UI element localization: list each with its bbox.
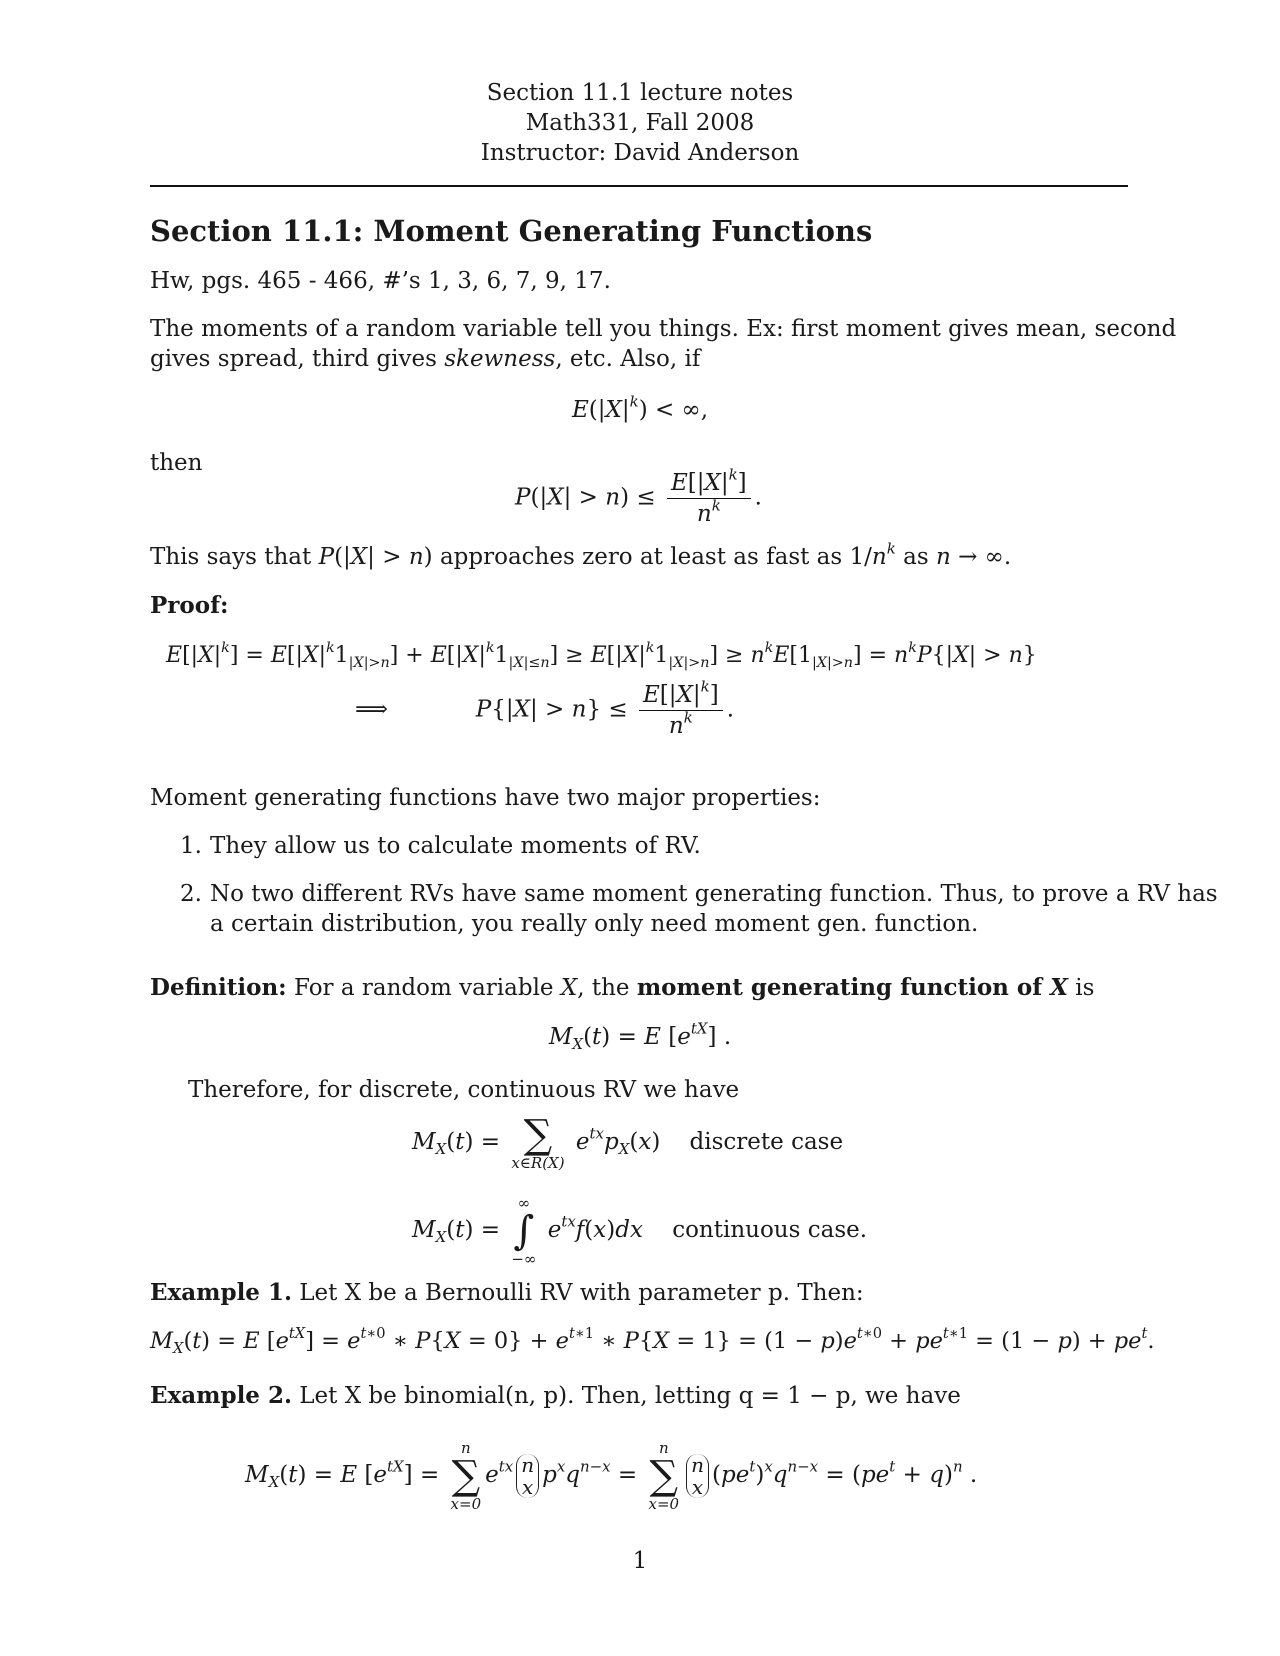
example-2-line: Example 2. Let X be binomial(n, p). Then, letting q = 1 − p, we have (150, 1382, 961, 1409)
proof-equation-line-1: $E[|X|^k] = E[|X|^k1_{|X|>n}] + E[|X|^k1_{|X|\le n}] \ge E[|X|^k1_{|X|>n}] \ge n^kE[1_{|X|>n}] = n^kP\{|X| > n\}$ (166, 640, 1037, 671)
then-word: then (150, 450, 203, 476)
homework-line: Hw, pgs. 465 - 466, #’s 1, 3, 6, 7, 9, 17. (150, 268, 611, 294)
definition-line: Definition: For a random variable X, the moment generating function of X is (150, 974, 1095, 1001)
property-1-text: They allow us to calculate moments of RV. (210, 833, 701, 859)
property-2-number: 2. (180, 881, 202, 907)
continuous-case-label: continuous case. (672, 1217, 868, 1243)
says-line: This says that P(|X| > n) approaches zero at least as fast as $1/n^k$ as n → ∞. (150, 539, 1012, 570)
therefore-line: Therefore, for discrete, continuous RV we have (188, 1077, 740, 1103)
equation-mgf-definition: $M_X(t) = E$ $[e^{tX}]$ . (548, 1019, 732, 1054)
property-1-number: 1. (180, 833, 202, 859)
equation-continuous-case: $M_X(t)$ = ∞ ∫ −∞ $e^{tx}f(x)dx$ continuous case. (412, 1194, 868, 1268)
property-2-text-cont: a certain distribution, you really only need moment gen. function. (210, 911, 979, 937)
proof-equation-line-2: ⟹ P{|X| > n} ≤ $\frac{E[|X|^k]}{n^k}$ . (355, 677, 734, 739)
intro-line-2: gives spread, third gives skewness, etc. Also, if (150, 346, 701, 372)
example-2-equation: $M_X(t) = E$ $[e^{tX}]$ = n ∑ x=0 $e^{tx}$ n x $p^xq^{n-x}$ = n ∑ x=0 n x $(pe^t)^xq^{n-x} = (pe^t + q)^n$ . (245, 1439, 978, 1513)
page-number: 1 (632, 1548, 648, 1574)
intro-line-1: The moments of a random variable tell you things. Ex: first moment gives mean, second (150, 316, 1177, 342)
equation-discrete-case: $M_X(t)$ = ∑ x∈R(X) $e^{tx}p_X(x)$ discrete case (412, 1112, 844, 1172)
discrete-case-label: discrete case (689, 1129, 844, 1155)
equation-finite-moment: $E(|X|^k)$ < ∞, (571, 392, 709, 423)
header-line-1: Section 11.1 lecture notes (486, 80, 794, 106)
skewness-emphasis: skewness (444, 346, 556, 372)
header-line-2: Math331, Fall 2008 (525, 110, 755, 136)
example-1-line: Example 1. Let X be a Bernoulli RV with parameter p. Then: (150, 1279, 864, 1306)
proof-label: Proof: (150, 592, 229, 619)
property-2-text: No two different RVs have same moment generating function. Thus, to prove a RV has (210, 881, 1218, 907)
header-line-3: Instructor: David Anderson (480, 140, 800, 166)
example-1-equation: $M_X(t) = E$ $[e^{tX}] = e^{t∗0}$ ∗ $P\{X = 0\} + e^{t∗1}$ ∗ $P\{X = 1\} = (1 - p)e^{t∗0} + pe^{t∗1} = (1 - p) + pe^t$. (150, 1324, 1155, 1358)
mgf-intro: Moment generating functions have two major properties: (150, 785, 821, 811)
header-rule (150, 185, 1128, 187)
section-title: Section 11.1: Moment Generating Functions (150, 214, 873, 248)
equation-markov: P(|X| > n) ≤ $\frac{E[|X|^k]}{n^k}$ . (515, 465, 762, 527)
